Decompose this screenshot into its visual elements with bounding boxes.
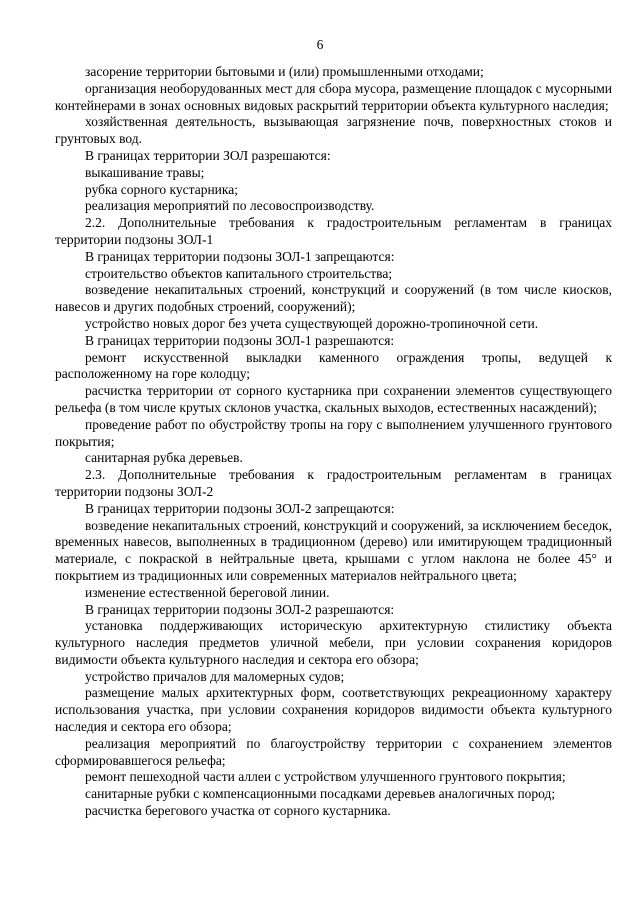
paragraph: реализация мероприятий по лесовоспроизводству. (85, 198, 375, 214)
paragraph: В границах территории подзоны ЗОЛ-2 запрещаются: (85, 500, 395, 516)
paragraph: хозяйственная деятельность, вызывающая загрязнение почв, поверхностных стоков и грунтовых вод. (55, 114, 612, 147)
section-heading: 2.3. Дополнительные требования к градостроительным регламентам в границах территории подзоны ЗОЛ-2 (55, 467, 612, 499)
paragraph: размещение малых архитектурных форм, соответствующих рекреационному характеру использования участка, при условии сохранения коридоров видимости объекта культурного наследия и сектора его обзора; (55, 685, 612, 735)
paragraph: расчистка территории от сорного кустарника при сохранении элементов существующего рельефа (в том числе крутых склонов участка, скальных выходов, естественных насаждений); (55, 383, 612, 415)
paragraph: В границах территории подзоны ЗОЛ-2 разрешаются: (85, 601, 395, 617)
section-heading: 2.2. Дополнительные требования к градостроительным регламентам в границах территории подзоны ЗОЛ-1 (55, 215, 612, 247)
paragraph: возведение некапитальных строений, конструкций и сооружений, за исключением беседок, временных навесов, выполненных в традиционном (дерево) или имитирующем традиционный материале, с покраской в нейтральные цвета, крышами с углом наклона не более 45° и покрытием из традиционных или современных материалов нейтрального цвета; (55, 517, 612, 583)
paragraph: В границах территории подзоны ЗОЛ-1 запрещаются: (85, 248, 395, 264)
paragraph: строительство объектов капитального строительства; (85, 265, 393, 281)
paragraph: устройство новых дорог без учета существующей дорожно-тропиночной сети. (85, 315, 539, 331)
paragraph: реализация мероприятий по благоустройству территории с сохранением элементов сформировавшегося рельефа; (55, 735, 612, 768)
paragraph: возведение некапитальных строений, конструкций и сооружений (в том числе киосков, навесов и других подобных строений, сооружений); (55, 282, 612, 315)
paragraph: устройство причалов для маломерных судов; (85, 668, 345, 684)
paragraph: проведение работ по обустройству тропы на гору с выполнением улучшенного грунтового покрытия; (55, 416, 612, 449)
paragraph: организация необорудованных мест для сбора мусора, размещение площадок с мусорными контейнерами в зонах основных видовых раскрытий территории объекта культурного наследия; (55, 80, 612, 113)
paragraph: расчистка берегового участка от сорного кустарника. (85, 803, 391, 819)
paragraph: ремонт пешеходной части аллеи с устройством улучшенного грунтового покрытия; (85, 769, 566, 785)
paragraph: санитарные рубки с компенсационными посадками деревьев аналогичных пород; (85, 786, 556, 802)
paragraph: В границах территории подзоны ЗОЛ-1 разрешаются: (85, 332, 395, 348)
paragraph: установка поддерживающих историческую архитектурную стилистику объекта культурного наследия предметов уличной мебели, при условии сохранения коридоров видимости объекта культурного наследия и сектора его обзора; (55, 618, 612, 667)
document-body (55, 64, 612, 820)
paragraph: засорение территории бытовыми и (или) промышленными отходами; (85, 64, 484, 79)
paragraph: ремонт искусственной выкладки каменного ограждения тропы, ведущей к расположенному на горе колодцу; (55, 349, 612, 382)
paragraph: выкашивание травы; (85, 164, 205, 180)
paragraph: В границах территории ЗОЛ разрешаются: (85, 147, 331, 163)
paragraph: рубка сорного кустарника; (85, 181, 238, 197)
paragraph: изменение естественной береговой линии. (85, 584, 330, 600)
page-number: 6 (316, 37, 324, 52)
paragraph: санитарная рубка деревьев. (85, 450, 243, 466)
